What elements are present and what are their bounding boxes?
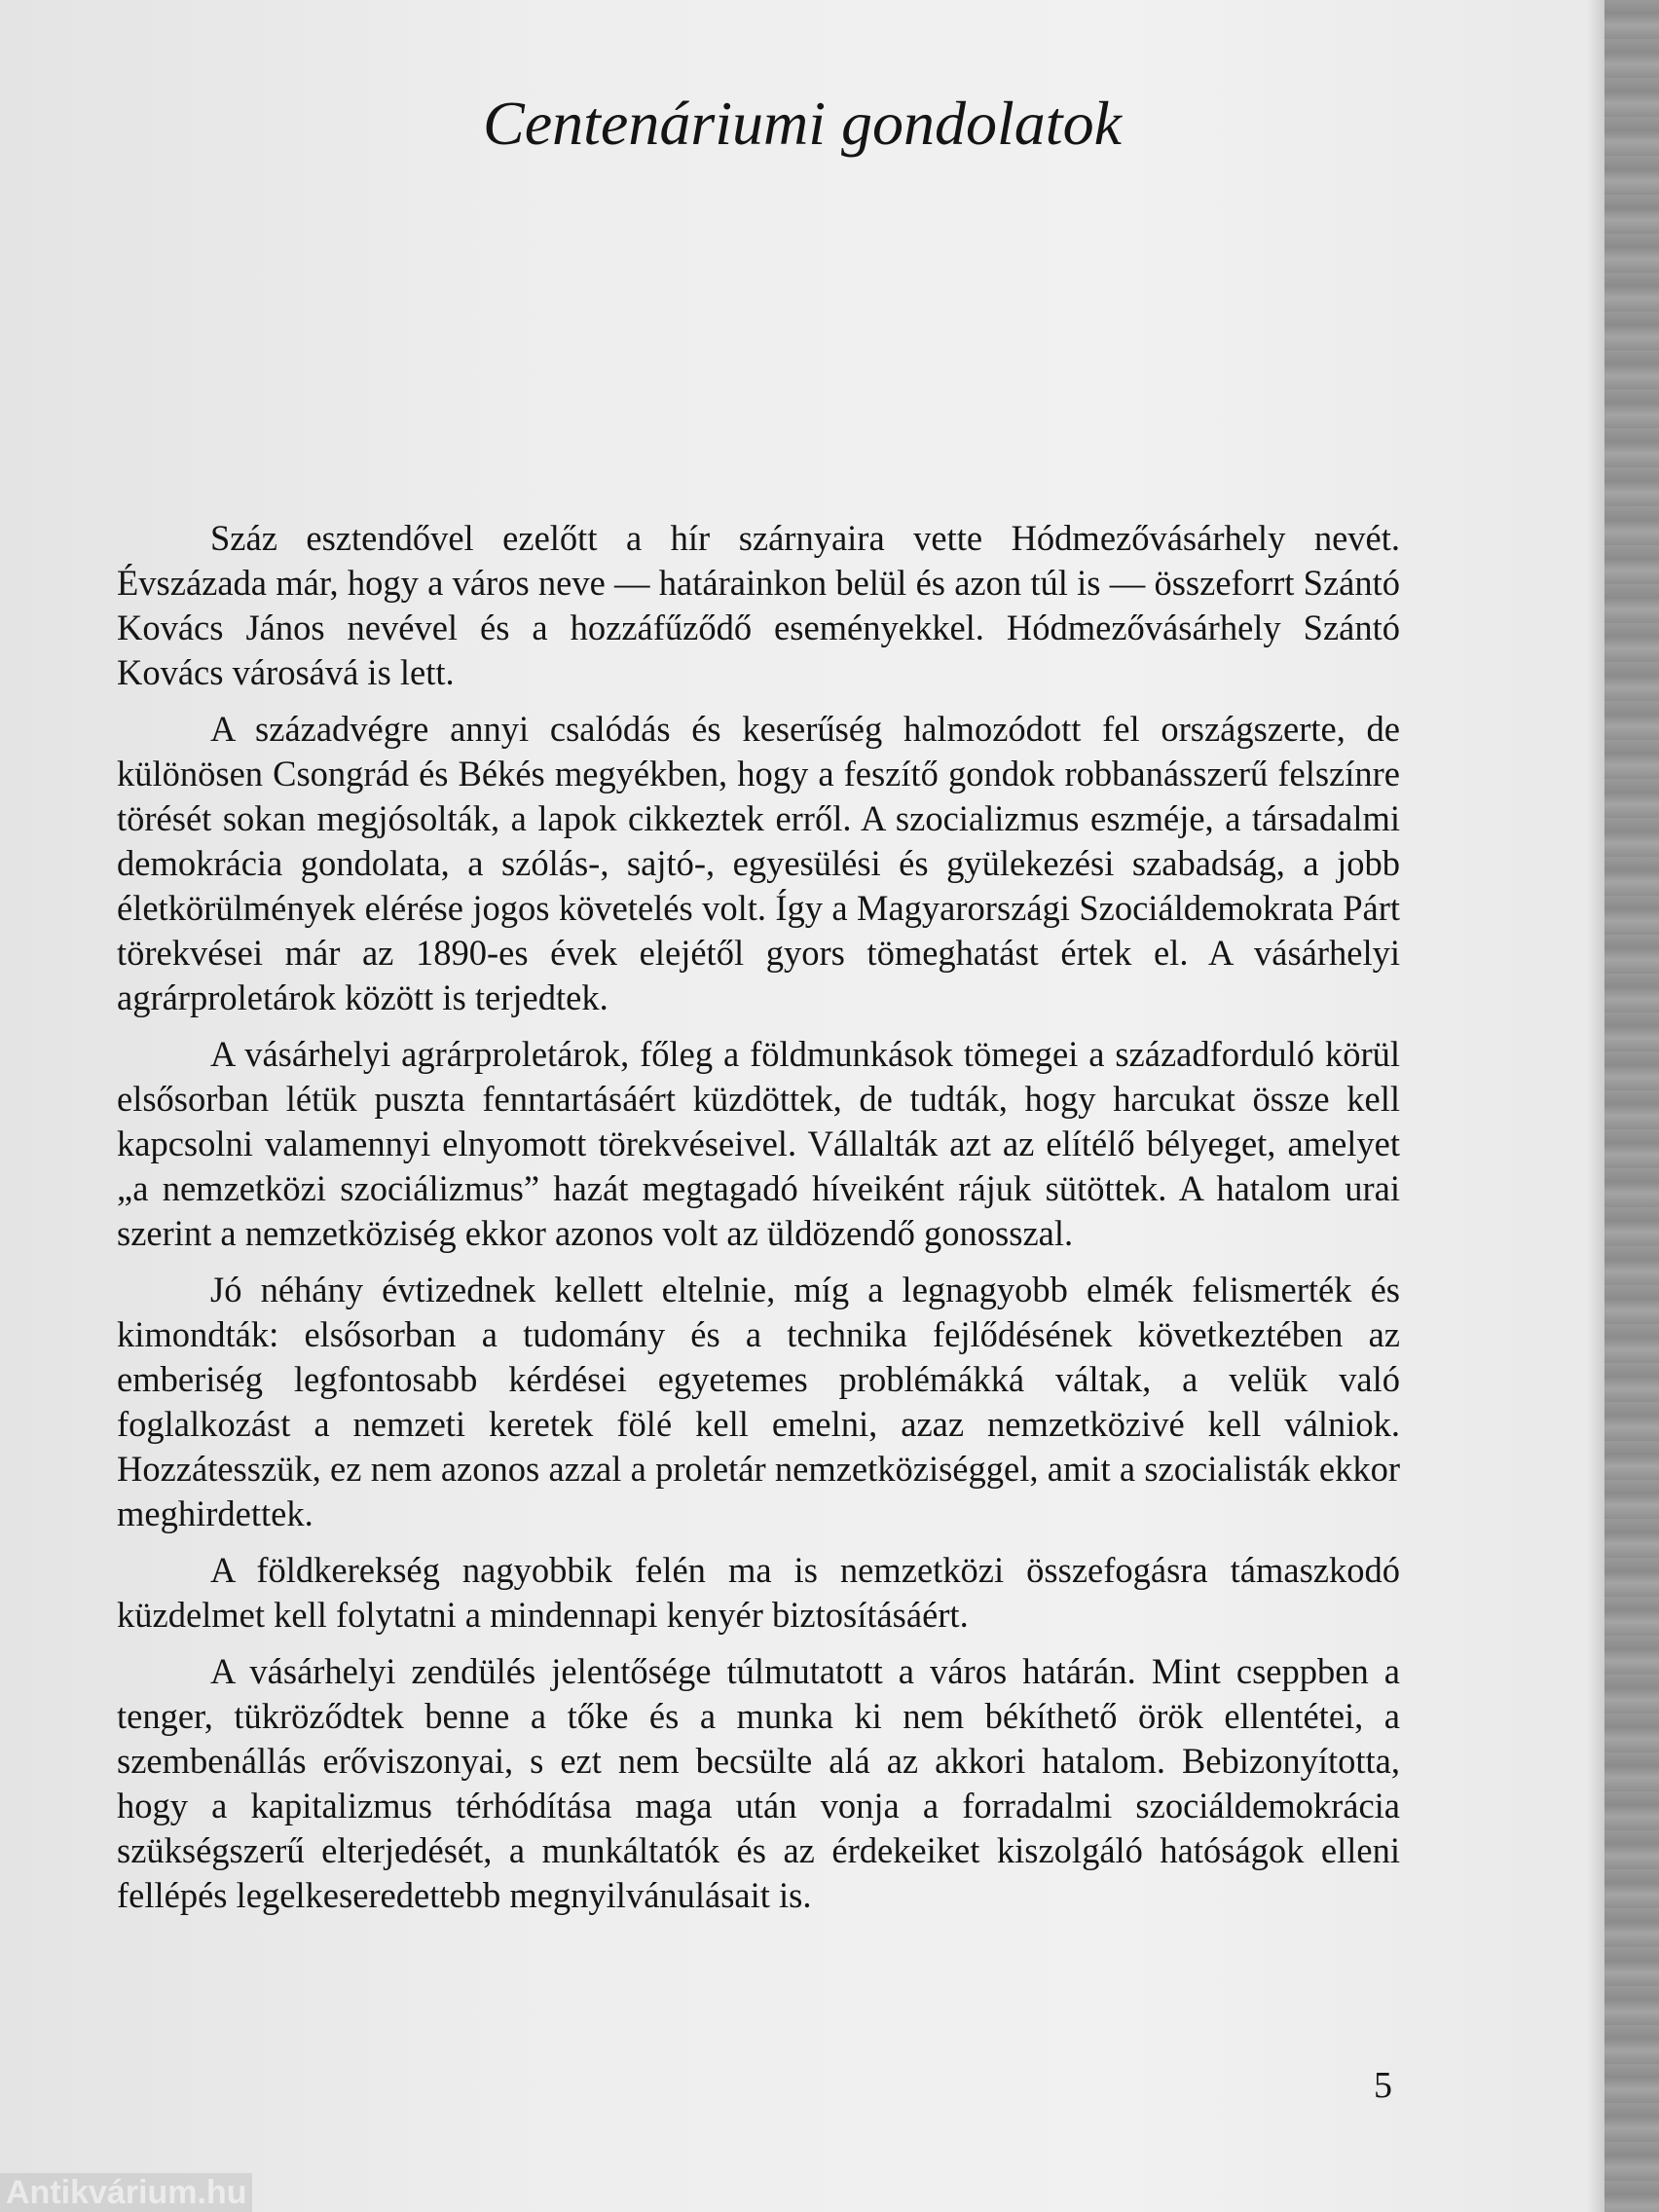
paragraph-3: A vásárhelyi agrárproletárok, főleg a földmunkások tömegei a századforduló körül elsősorban létük puszta fenntartásáért küzdöttek, de tudták, hogy harcukat össze kell kapcsolni valamennyi elnyomott törekvéseivel. Vállalták azt az elítélő bélyeget, amelyet „a nemzetközi szociálizmus” hazát megtagadó híveiként rájuk sütöttek. A hatalom urai szerint a nemzetköziség ekkor azonos volt az üldözendő gonosszal. <box>117 1034 1400 1253</box>
page-stack-edge <box>1604 0 1659 2212</box>
page-title: Centenáriumi gondolatok <box>483 89 1122 158</box>
page-number: 5 <box>1374 2065 1392 2106</box>
paragraph-1: Száz esztendővel ezelőtt a hír szárnyaira vette Hódmezővásárhely nevét. Évszázada már, hogy a város neve — határainkon belül és azon túl is — összeforrt Szántó Kovács János nevével és a hozzáfűződő eseményekkel. Hódmezővásárhely Szántó Kovács városává is lett. <box>117 518 1400 692</box>
paragraph-4: Jó néhány évtizednek kellett eltelnie, míg a legnagyobb elmék felismerték és kimondták: elsősorban a tudomány és a technika fejlődésének következtében az emberiség legfontosabb kérdései egyetemes problémákká váltak, a velük való foglalkozást a nemzeti keretek fölé kell emelni, azaz nemzetközivé kell válniok. Hozzátesszük, ez nem azonos azzal a proletár nemzetköziséggel, amit a szocialisták ekkor meghirdettek. <box>117 1270 1400 1533</box>
paragraph-6: A vásárhelyi zendülés jelentősége túlmutatott a város határán. Mint cseppben a tenger, tükröződtek benne a tőke és a munka ki nem békíthető örök ellentétei, a szembenállás erőviszonyai, s ezt nem becsülte alá az akkori hatalom. Bebizonyította, hogy a kapitalizmus térhódítása maga után vonja a forradalmi szociáldemokrácia szükségszerű elterjedését, a munkáltatók és az érdekeiket kiszolgáló hatóságok elleni fellépés legelkeseredettebb megnyilvánulásait is. <box>117 1651 1400 1915</box>
watermark-logo: Antikvárium.hu <box>0 2173 252 2212</box>
body-text <box>117 516 1400 1930</box>
paragraph-2: A századvégre annyi csalódás és keserűség halmozódott fel országszerte, de különösen Csongrád és Békés megyékben, hogy a feszítő gondok robbanásszerű felszínre törését sokan megjósolták, a lapok cikkeztek erről. A szocializmus eszméje, a társadalmi demokrácia gondolata, a szólás-, sajtó-, egyesülési és gyülekezési szabadság, a jobb életkörülmények elérése jogos követelés volt. Így a Magyarországi Szociáldemokrata Párt törekvései már az 1890-es évek elejétől gyors tömeghatást értek el. A vásárhelyi agrárproletárok között is terjedtek. <box>117 709 1400 1017</box>
paragraph-5: A földkerekség nagyobbik felén ma is nemzetközi összefogásra támaszkodó küzdelmet kell folytatni a mindennapi kenyér biztosításáért. <box>117 1550 1400 1635</box>
page-edge-shadow <box>1587 0 1604 2212</box>
